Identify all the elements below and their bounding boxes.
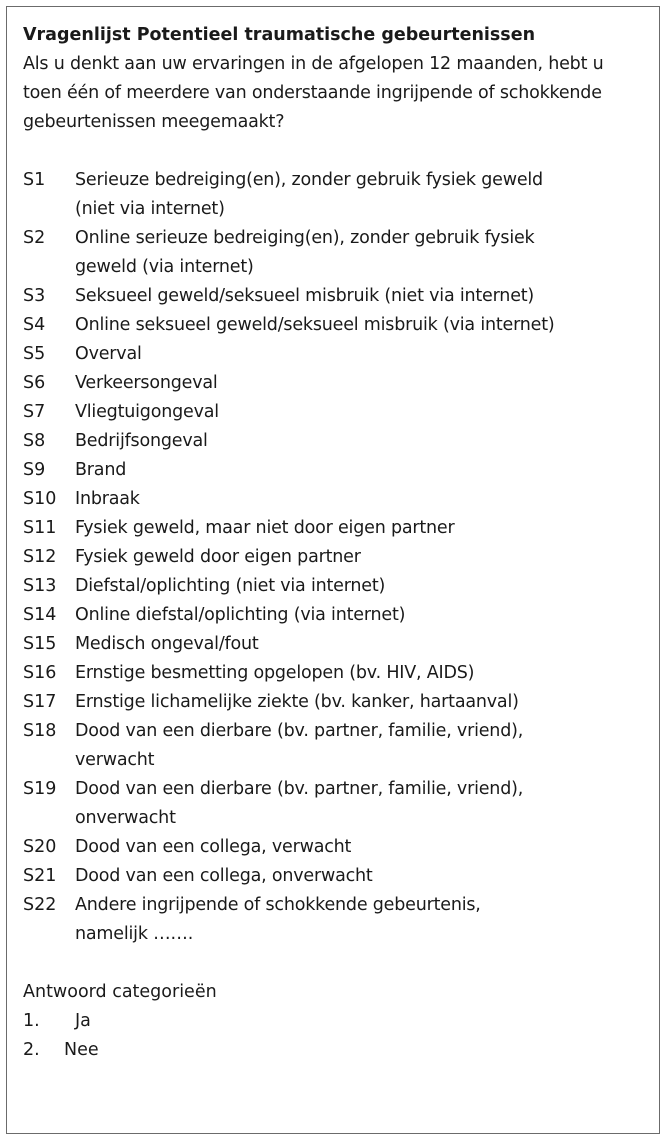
item-code: S13 xyxy=(23,576,57,596)
list-item xyxy=(23,311,643,340)
item-text: Verkeersongeval xyxy=(75,373,218,393)
item-code: S9 xyxy=(23,460,46,480)
list-item xyxy=(23,862,643,891)
item-text: Online seksueel geweld/seksueel misbruik (via internet) xyxy=(75,315,555,335)
item-code: S3 xyxy=(23,286,46,306)
list-item xyxy=(23,398,643,427)
list-item xyxy=(23,485,643,514)
item-text: Dood van een collega, onverwacht xyxy=(75,866,373,886)
item-text: Brand xyxy=(75,460,127,480)
item-text: Medisch ongeval/fout xyxy=(75,634,259,654)
questionnaire-box xyxy=(6,6,660,1134)
item-text: Fysiek geweld, maar niet door eigen partner xyxy=(75,518,455,538)
item-code: S21 xyxy=(23,866,57,886)
item-text: Bedrijfsongeval xyxy=(75,431,208,451)
questionnaire-intro: Als u denkt aan uw ervaringen in de afgelopen 12 maanden, hebt u toen één of meerdere van onderstaande ingrijpende of schokkende gebeurtenissen meegemaakt? xyxy=(23,54,604,132)
item-code: S17 xyxy=(23,692,57,712)
item-text: Fysiek geweld door eigen partner xyxy=(75,547,361,567)
item-code: S7 xyxy=(23,402,46,422)
item-code: S10 xyxy=(23,489,57,509)
item-code: S2 xyxy=(23,228,46,248)
item-text: Dood van een dierbare (bv. partner, familie, vriend), verwacht xyxy=(75,721,524,770)
item-text: Diefstal/oplichting (niet via internet) xyxy=(75,576,386,596)
list-item xyxy=(23,369,643,398)
list-item xyxy=(23,514,643,543)
list-item xyxy=(23,717,643,775)
list-item xyxy=(23,891,643,949)
list-item xyxy=(23,166,643,224)
answer-number: 1. xyxy=(23,1011,40,1031)
item-list xyxy=(23,166,643,949)
item-code: S15 xyxy=(23,634,57,654)
item-text: Overval xyxy=(75,344,142,364)
list-item xyxy=(23,543,643,572)
answer-option xyxy=(23,1007,643,1036)
item-text: Ernstige besmetting opgelopen (bv. HIV, AIDS) xyxy=(75,663,475,683)
list-item xyxy=(23,833,643,862)
item-text: Inbraak xyxy=(75,489,140,509)
list-item xyxy=(23,659,643,688)
list-item xyxy=(23,775,643,833)
list-item xyxy=(23,630,643,659)
list-item xyxy=(23,456,643,485)
item-text: Seksueel geweld/seksueel misbruik (niet via internet) xyxy=(75,286,535,306)
item-code: S8 xyxy=(23,431,46,451)
item-text: Dood van een collega, verwacht xyxy=(75,837,352,857)
answer-option xyxy=(23,1036,643,1065)
item-code: S20 xyxy=(23,837,57,857)
list-item xyxy=(23,601,643,630)
item-text: Vliegtuigongeval xyxy=(75,402,219,422)
item-text: Online serieuze bedreiging(en), zonder gebruik fysiek geweld (via internet) xyxy=(75,228,535,277)
answer-number: 2. xyxy=(23,1040,40,1060)
item-code: S14 xyxy=(23,605,57,625)
item-code: S19 xyxy=(23,779,57,799)
list-item xyxy=(23,224,643,282)
item-code: S1 xyxy=(23,170,46,190)
item-code: S11 xyxy=(23,518,57,538)
item-code: S12 xyxy=(23,547,57,567)
item-text: Serieuze bedreiging(en), zonder gebruik fysiek geweld (niet via internet) xyxy=(75,170,543,219)
list-item xyxy=(23,572,643,601)
item-code: S22 xyxy=(23,895,57,915)
questionnaire-title: Vragenlijst Potentieel traumatische gebeurtenissen xyxy=(23,25,536,45)
item-text: Ernstige lichamelijke ziekte (bv. kanker, hartaanval) xyxy=(75,692,519,712)
answer-text: Nee xyxy=(64,1040,99,1060)
item-text: Andere ingrijpende of schokkende gebeurtenis, namelijk ……. xyxy=(75,895,481,944)
item-code: S6 xyxy=(23,373,46,393)
list-item xyxy=(23,427,643,456)
item-text: Dood van een dierbare (bv. partner, familie, vriend), onverwacht xyxy=(75,779,524,828)
list-item xyxy=(23,688,643,717)
answer-text: Ja xyxy=(75,1011,91,1031)
item-code: S4 xyxy=(23,315,46,335)
answers-heading: Antwoord categorieën xyxy=(23,982,217,1002)
item-code: S18 xyxy=(23,721,57,741)
item-code: S16 xyxy=(23,663,57,683)
list-item xyxy=(23,282,643,311)
item-text: Online diefstal/oplichting (via internet) xyxy=(75,605,406,625)
list-item xyxy=(23,340,643,369)
item-code: S5 xyxy=(23,344,46,364)
